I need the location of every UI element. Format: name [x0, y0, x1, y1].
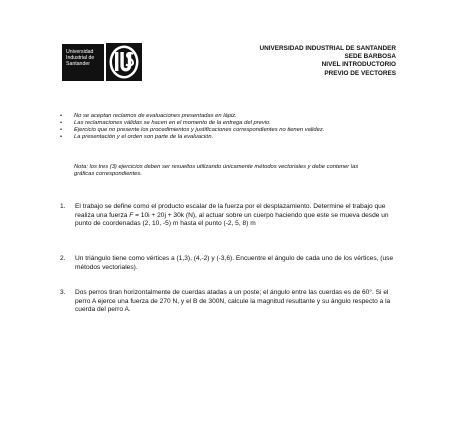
- question-text: [75, 203, 400, 229]
- instruction-item: • Las reclamaciones válidas se hacen en el momento de la entrega del previo.: [60, 120, 405, 127]
- question-2: [60, 255, 400, 272]
- instruction-item: • Ejercicio que no presente los procedimientos y justificaciones correspondientes no tienen validez.: [60, 127, 405, 134]
- logo-line: Industrial de: [66, 55, 95, 62]
- logo-line: Santander: [66, 61, 90, 68]
- university-logo-box: [62, 44, 104, 81]
- instruction-item: • No se aceptan reclamos de evaluaciones presentadas en lápiz.: [60, 113, 405, 120]
- logo-line: Universidad: [66, 49, 94, 55]
- question-number: 3.: [60, 289, 66, 296]
- campus-name: SEDE BARBOSA: [344, 53, 396, 61]
- question-number: 2.: [60, 255, 66, 262]
- document-header: [226, 45, 396, 78]
- question-text-part: El trabajo se define como el producto escalar de la fuerza por el desplazamiento. Determine el trabajo que realiza una fuerza: [75, 203, 386, 219]
- course-level: NIVEL INTRODUCTORIO: [321, 61, 396, 69]
- instruction-item: • La presentación y el orden son parte de la evaluación.: [60, 134, 405, 141]
- instructions-list: [60, 113, 405, 141]
- exam-title: PREVIO DE VECTORES: [324, 69, 396, 77]
- university-name: UNIVERSIDAD INDUSTRIAL DE SANTANDER: [259, 45, 396, 52]
- question-text: Un triángulo tiene como vértices a (1,3), (4,-2) y (-3,6). Encuentre el ángulo de cada uno de los vértices, (use métodos vectoriales).: [75, 255, 394, 271]
- question-text-part: = 10i + 20j + 30k (N), al actuar sobre un cuerpo haciendo que este se mueva desde un punto de coordenadas (2, 10, -5) m hasta el punto (-2, 5, 8) m: [75, 211, 389, 228]
- question-3: [60, 289, 400, 315]
- question-1: [60, 203, 400, 229]
- uis-emblem-icon: [106, 43, 142, 81]
- force-variable: F: [129, 211, 134, 219]
- question-text: Dos perros tiran horizontalmente de cuerdas atadas a un poste; el ángulo entre las cuerdas es de 60°. Si el perro A ejerce una fuerza de 270 N, y el B de 300N, calcule la magnitud resultante y su ángulo respecto a la cuerda del perro A.: [75, 289, 391, 314]
- note-paragraph: Nota: los tres (3) ejercicios deben ser resueltos utilizando únicamente métodos vectoriales y debe contener las gráficas correspondientes.: [74, 164, 359, 177]
- question-number: 1.: [60, 203, 66, 210]
